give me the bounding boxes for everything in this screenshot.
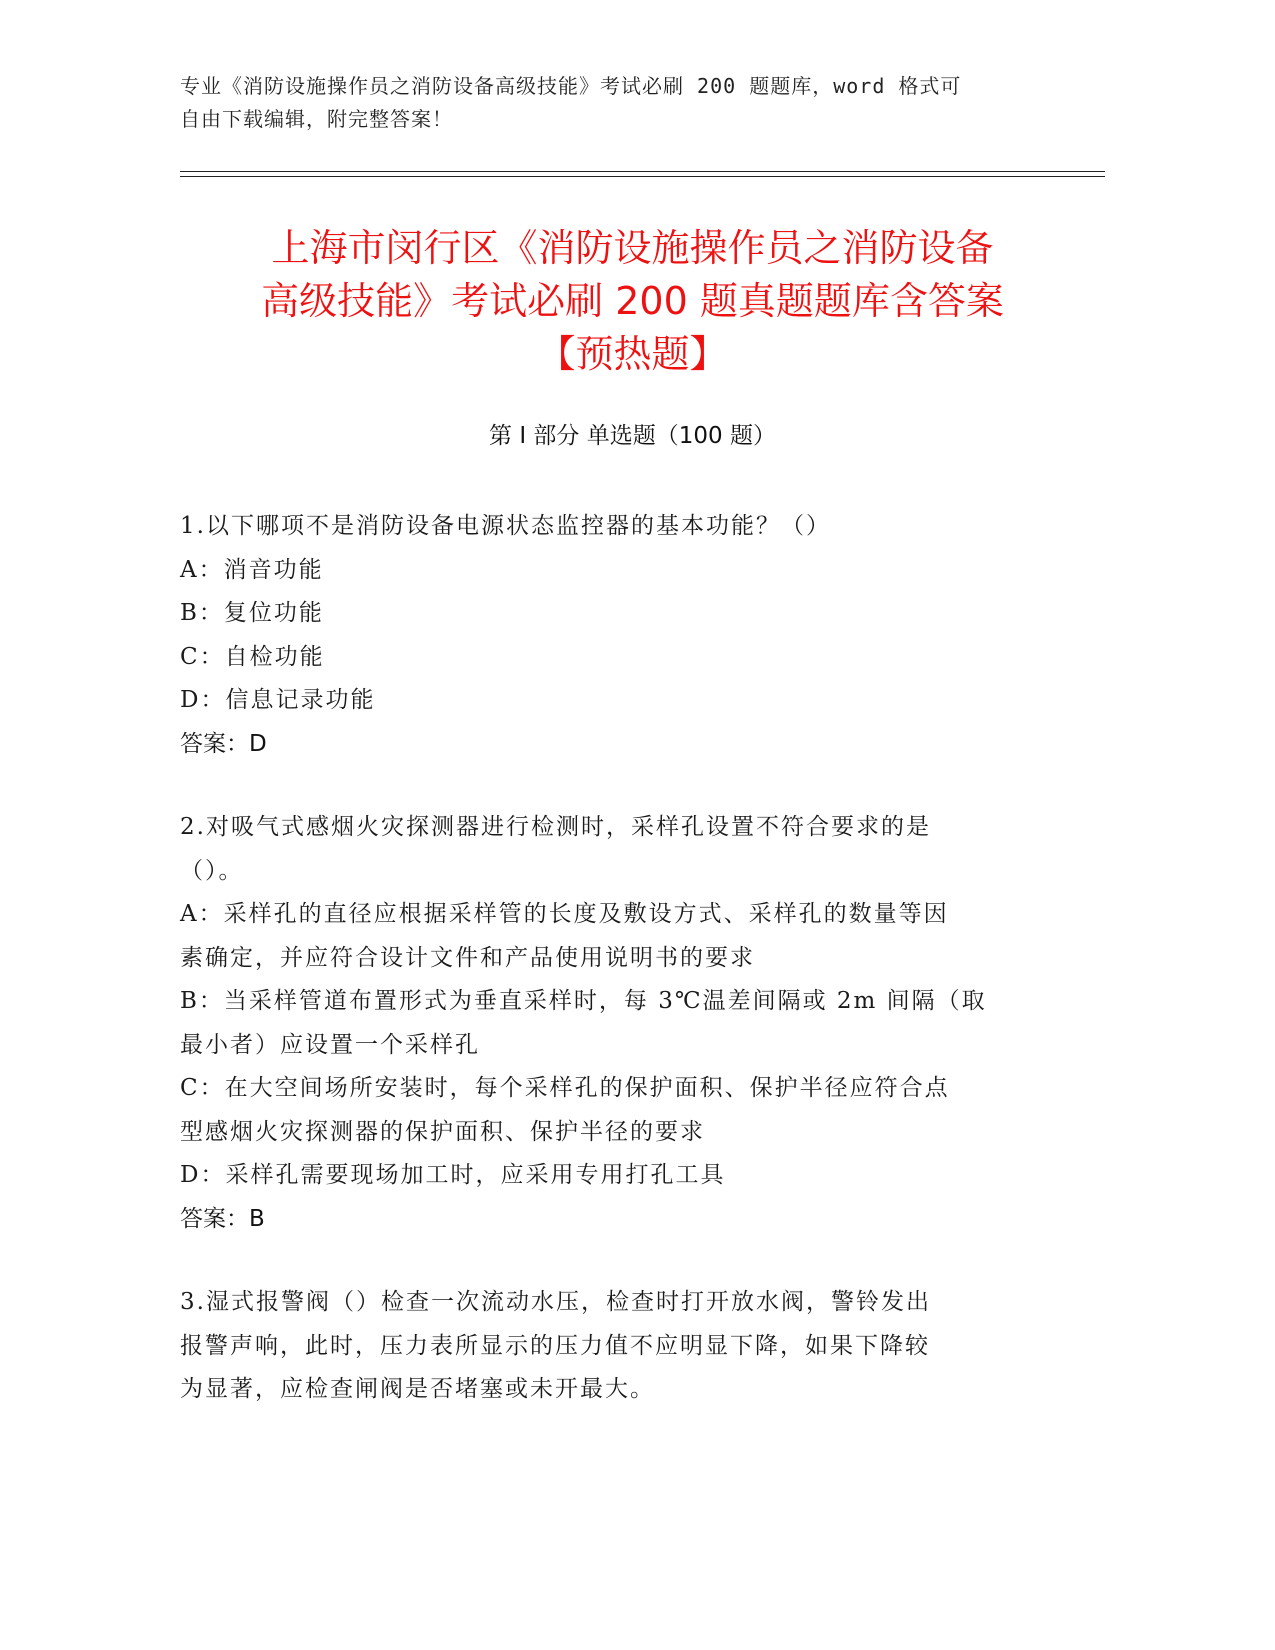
option-a: A：消音功能: [180, 556, 324, 583]
question-stem: 1.以下哪项不是消防设备电源状态监控器的基本功能？（）: [180, 513, 831, 539]
answer: 答案：B: [180, 1205, 265, 1232]
question-1: [180, 505, 1050, 766]
question-2: [180, 806, 1050, 1241]
title-line-3: 【预热题】: [537, 332, 728, 376]
option-d: D：信息记录功能: [180, 687, 376, 713]
title-line-2: 高级技能》考试必刷 200 题真题题库含答案: [261, 279, 1004, 323]
header-line-2: 自由下载编辑，附完整答案！: [180, 107, 453, 131]
question-3: [180, 1281, 1050, 1412]
option-c: C：在大空间场所安装时，每个采样孔的保护面积、保护半径应符合点: [180, 1075, 950, 1101]
option-a: A：采样孔的直径应根据采样管的长度及敷设方式、采样孔的数量等因: [180, 901, 949, 927]
question-stem: 2.对吸气式感烟火灾探测器进行检测时，采样孔设置不符合要求的是: [180, 814, 931, 840]
option-b-cont: 最小者）应设置一个采样孔: [180, 1031, 480, 1058]
question-list: [180, 505, 1050, 1452]
section-heading: 第 I 部分 单选题（100 题）: [489, 423, 776, 449]
question-stem: 3.湿式报警阀（）检查一次流动水压，检查时打开放水阀，警铃发出: [180, 1289, 931, 1315]
title-line-1: 上海市闵行区《消防设施操作员之消防设备: [271, 226, 994, 270]
option-b: B：复位功能: [180, 600, 324, 626]
option-b: B：当采样管道布置形式为垂直采样时，每 3℃温差间隔或 2m 间隔（取: [180, 988, 987, 1014]
option-a-cont: 素确定，并应符合设计文件和产品使用说明书的要求: [180, 944, 755, 971]
header-line-1: 专业《消防设施操作员之消防设备高级技能》考试必刷 200 题题库，word 格式可: [180, 74, 962, 98]
option-d: D：采样孔需要现场加工时，应采用专用打孔工具: [180, 1162, 726, 1188]
question-stem-cont: （）。: [180, 857, 244, 884]
option-c-cont: 型感烟火灾探测器的保护面积、保护半径的要求: [180, 1118, 705, 1145]
option-c: C：自检功能: [180, 643, 325, 670]
header-divider-top: [180, 171, 1105, 172]
document-header: [180, 70, 1060, 136]
question-stem-cont: 为显著，应检查闸阀是否堵塞或未开最大。: [180, 1376, 655, 1402]
answer: 答案：D: [180, 730, 267, 757]
header-divider-bottom: [180, 176, 1105, 177]
question-stem-cont: 报警声响，此时，压力表所显示的压力值不应明显下降，如果下降较: [180, 1332, 930, 1359]
document-title: [180, 222, 1085, 381]
